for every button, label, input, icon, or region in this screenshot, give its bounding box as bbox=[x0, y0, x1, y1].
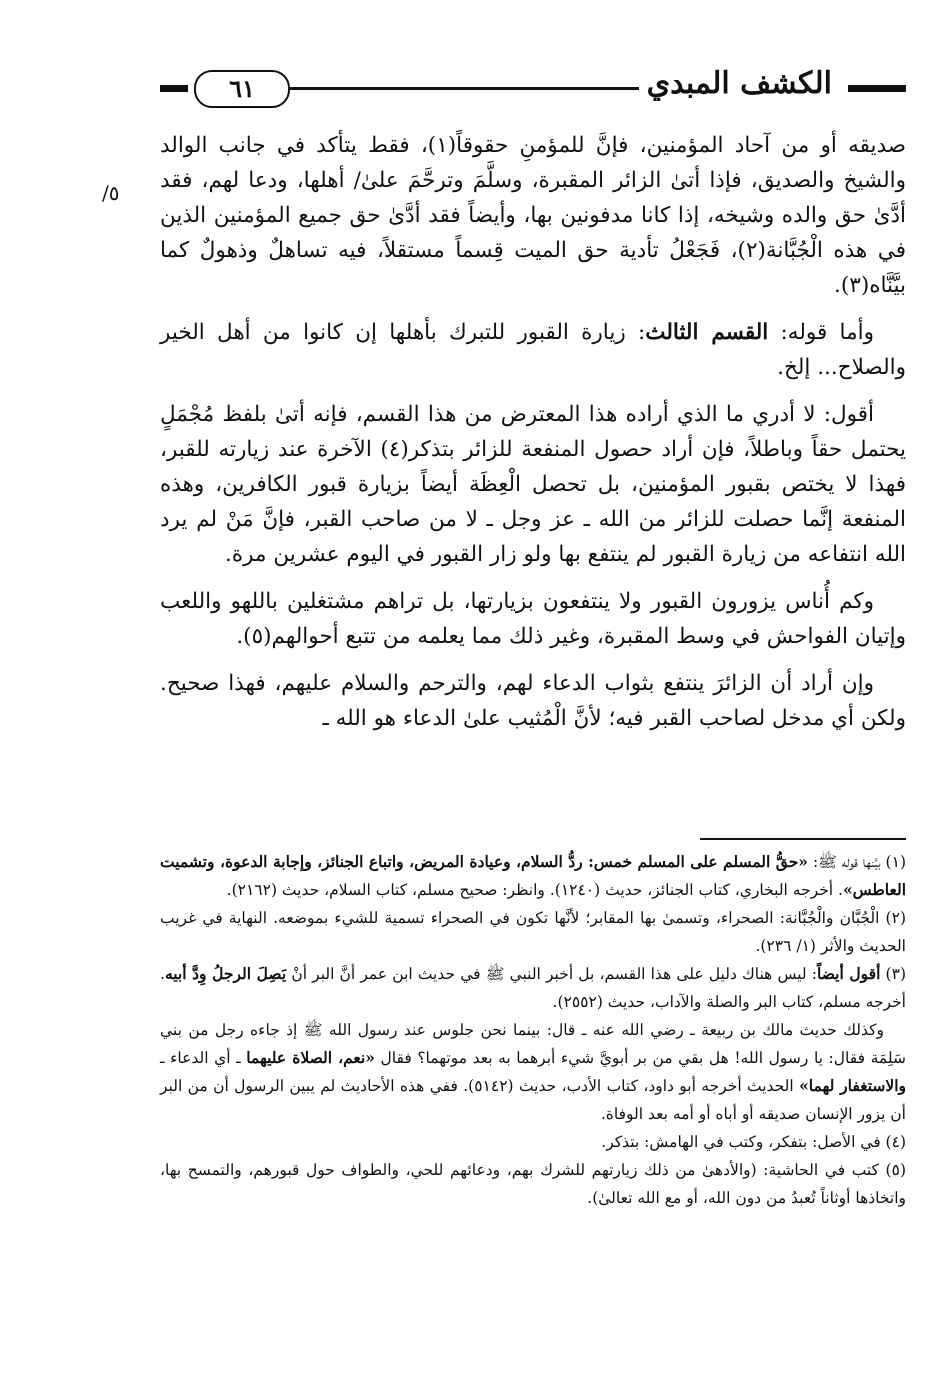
text-run: . أخرجه البخاري، كتاب الجنائز، حديث (١٢٤٠). وانظر: صحيح مسلم، كتاب السلام، حديث (٢١٦٢). bbox=[226, 881, 843, 899]
main-text bbox=[160, 128, 906, 748]
text-run: : ليس هناك دليل على هذا القسم، بل أخبر النبي ﷺ في حديث ابن عمر أنَّ البر أنْ bbox=[286, 965, 818, 983]
footnote-separator bbox=[700, 838, 906, 840]
text-run: (١) بيَّنها قوله ﷺ: bbox=[807, 853, 906, 871]
paragraph: صديقه أو من آحاد المؤمنين، فإنَّ للمؤمنِ حقوقاً(١)، فقط يتأكد في جانب الوالد والشيخ والصديق، فإذا أتىٰ الزائر المقبرة، وسلَّمَ وترحَّمَ علىٰ/ أهلها، ودعا لهم، فقد أدَّىٰ حق والده وشيخه، إذا كانا مدفونين بها، وأيضاً فقد أدَّىٰ حق جميع المؤمنين الذين في هذه الْجُبَّانة(٢)، فَجَعْلُ تأدية حق الميت قِسماً مستقلاً، فيه تساهلٌ وذهولٌ كما بيَّنَّاه(٣). bbox=[160, 133, 906, 298]
footnotes bbox=[160, 848, 906, 1212]
text-run: . أخرجه مسلم، كتاب البر والصلة والآداب، حديث (٢٥٥٢). bbox=[160, 965, 906, 1011]
hadith-quote: «نعم، الصلاة عليهما bbox=[246, 1048, 375, 1067]
text-run: وأما قوله: bbox=[768, 320, 874, 345]
bold-run: أقول أيضاً bbox=[817, 964, 881, 983]
page-number: ٦١ bbox=[194, 70, 290, 108]
text-run: الحديث أخرجه أبو داود، كتاب الأدب، حديث (٥١٤٢). ففي هذه الأحاديث لم يبين الرسول أن من البر أن يزور الإنسان صديقه أو أباه أو أمه بعد الوفاة. bbox=[160, 1077, 906, 1123]
book-title: الكشف المبدي bbox=[639, 66, 840, 101]
header-rule-right bbox=[848, 85, 906, 92]
footnote: (٥) كتب في الحاشية: (والأدهىٰ من ذلك زيارتهم للشرك بهم، ودعائهم للحي، والطواف حول قبورهم، والتمسح بها، واتخاذها أوثاناً تُعبدُ من دون الله، أو مع الله تعالىٰ). bbox=[160, 1161, 906, 1207]
paragraph: وكم أُناس يزورون القبور ولا ينتفعون بزيارتها، بل تراهم مشتغلين باللهو واللعب وإتيان الفواحش في وسط المقبرة، وغير ذلك مما يعلمه من تتبع أحوالهم(٥). bbox=[160, 589, 906, 649]
paragraph bbox=[160, 315, 906, 385]
hadith-quote: والاستغفار لهما» bbox=[799, 1076, 906, 1095]
text-run: : زيارة القبور للتبرك بأهلها إن كانوا من أهل الخير والصلاح... إلخ. bbox=[160, 320, 906, 380]
section-heading: القسم الثالث bbox=[645, 320, 769, 345]
header-rule-left bbox=[160, 85, 188, 92]
text-run: (٣) bbox=[880, 965, 906, 983]
hadith-quote: «حقُّ المسلم على المسلم خمس: ردُّ السلام، وعيادة المريض، واتباع الجنائز، وإجابة الدعوة، وتشميت العاطس» bbox=[160, 852, 906, 899]
footnote-continuation bbox=[160, 1016, 906, 1128]
text-run: وكذلك حديث مالك بن ربيعة ـ رضي الله عنه ـ قال: بينما نحن جلوس عند رسول الله ﷺ إذ جاءه رجل من بني سَلِمَة فقال: يا رسول الله! هل بقي من بر أبويَّ شيء أبرهما به بعد موتهما؟ فقال bbox=[160, 1021, 906, 1067]
hadith-quote: يَصِلَ الرجلُ وِدَّ أبيه bbox=[164, 964, 287, 983]
footnote bbox=[160, 960, 906, 1016]
paragraph: أقول: لا أدري ما الذي أراده هذا المعترض من هذا القسم، فإنه أتىٰ بلفظ مُجْمَلٍ يحتمل حقاً وباطلاً، فإن أراد حصول المنفعة للزائر بتذكر(٤) الآخرة عند زيارته للقبر، فهذا لا يختص بقبور المؤمنين، بل تحصل الْعِظَة أيضاً بزيارة قبور الكافرين، وهذه المنفعة إنَّما حصلت للزائر من الله ـ عز وجل ـ لا من صاحب القبر، فإنَّ مَنْ لم يرد الله انتفاعه من زيارة القبور لم ينتفع بها ولو زار القبور في اليوم عشرين مرة. bbox=[160, 402, 906, 567]
text-run: ـ أي الدعاء ـ bbox=[160, 1049, 247, 1067]
paragraph: وإن أراد أن الزائرَ ينتفع بثواب الدعاء لهم، والترحم والسلام عليهم، فهذا صحيح. ولكن أي مدخل لصاحب القبر فيه؛ لأنَّ الْمُثيب علىٰ الدعاء هو الله ـ bbox=[160, 671, 906, 731]
page-header bbox=[160, 62, 906, 114]
footnote: (٤) في الأصل: بتفكر، وكتب في الهامش: بتذكر. bbox=[601, 1133, 906, 1151]
margin-folio-mark: ٥/ bbox=[102, 181, 120, 205]
footnote bbox=[160, 848, 906, 904]
footnote: (٢) الْجُبَّان والْجُبَّانة: الصحراء، وتسمىٰ بها المقابر؛ لأنَّها تكون في الصحراء تسمية للشيء بموضعه. النهاية في غريب الحديث والأثر (١/ ٢٣٦). bbox=[160, 909, 906, 955]
